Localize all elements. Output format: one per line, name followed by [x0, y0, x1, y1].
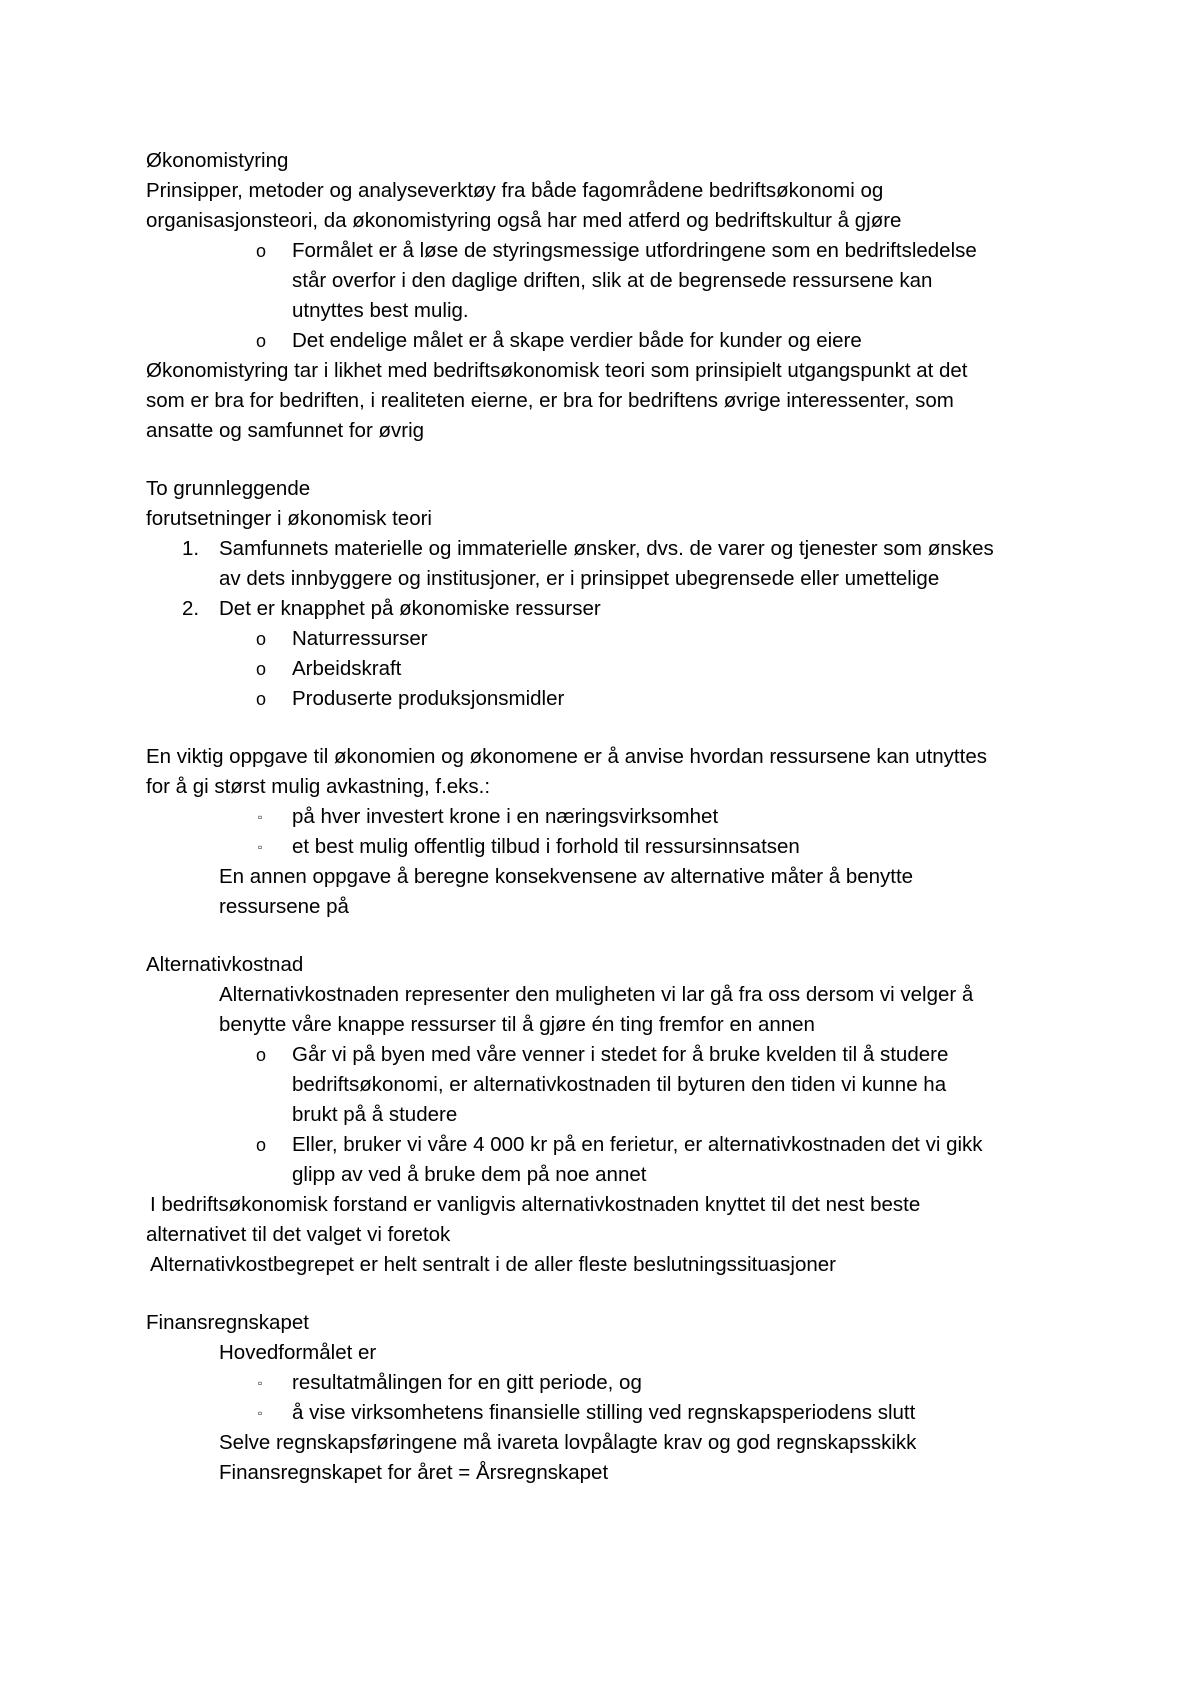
- bullet-marker: o: [256, 689, 267, 709]
- bullet-marker: o: [256, 629, 267, 649]
- section-title: forutsetninger i økonomisk teori: [146, 507, 432, 530]
- section-title: Økonomistyring: [146, 149, 289, 172]
- paragraph-line: for å gi størst mulig avkastning, f.eks.:: [146, 775, 491, 798]
- spacer: [146, 1280, 1076, 1308]
- numbered-item: [146, 594, 1076, 624]
- paragraph-line: benytte våre knappe ressurser til å gjøre én ting fremfor en annen: [219, 1013, 815, 1036]
- bullet-marker: o: [256, 241, 267, 261]
- numbered-line: Det er knapphet på økonomiske ressurser: [219, 597, 601, 620]
- paragraph-line: alternativet til det valget vi foretok: [146, 1223, 451, 1246]
- spacer: [146, 714, 1076, 742]
- bullet-marker: ▫: [258, 1406, 263, 1420]
- bullet-line: brukt på å studere: [292, 1103, 458, 1126]
- paragraph-line: En viktig oppgave til økonomien og økonomene er å anvise hvordan ressursene kan utnyttes: [146, 745, 987, 768]
- bullet-marker: ▫: [258, 810, 263, 824]
- bullet-marker: ▫: [258, 840, 263, 854]
- paragraph-line: Finansregnskapet for året = Årsregnskapet: [219, 1461, 609, 1484]
- bullet-item: [146, 1130, 1076, 1190]
- paragraph-line: Prinsipper, metoder og analyseverktøy fra både fagområdene bedriftsøkonomi og: [146, 179, 884, 202]
- bullet-item: [146, 832, 1076, 862]
- bullet-text: å vise virksomhetens finansielle stilling ved regnskapsperiodens slutt: [292, 1401, 916, 1424]
- bullet-line: bedriftsøkonomi, er alternativkostnaden til byturen den tiden vi kunne ha: [292, 1073, 947, 1096]
- bullet-marker: o: [256, 331, 267, 351]
- bullet-marker: o: [256, 1135, 267, 1155]
- section-title: To grunnleggende: [146, 477, 311, 500]
- paragraph-line: Hovedformålet er: [219, 1341, 377, 1364]
- numbered-line: Samfunnets materielle og immaterielle ønsker, dvs. de varer og tjenester som ønskes: [219, 537, 994, 560]
- bullet-text: på hver investert krone i en næringsvirksomhet: [292, 805, 719, 828]
- paragraph-line: som er bra for bedriften, i realiteten eierne, er bra for bedriftens øvrige interessenter, som: [146, 389, 954, 412]
- bullet-item: [146, 1398, 1076, 1428]
- bullet-marker: o: [256, 1045, 267, 1065]
- bullet-text: et best mulig offentlig tilbud i forhold til ressursinnsatsen: [292, 835, 800, 858]
- numbered-item: [146, 534, 1076, 594]
- bullet-marker: ▫: [258, 1376, 263, 1390]
- bullet-line: glipp av ved å bruke dem på noe annet: [292, 1163, 647, 1186]
- bullet-item: [146, 1368, 1076, 1398]
- document-body: [146, 146, 1076, 1488]
- bullet-marker: o: [256, 659, 267, 679]
- section-title: Finansregnskapet: [146, 1311, 309, 1334]
- bullet-item: [146, 236, 1076, 326]
- bullet-item: [146, 1040, 1076, 1130]
- paragraph-line: ansatte og samfunnet for øvrig: [146, 419, 425, 442]
- paragraph-line: Alternativkostnaden representer den muligheten vi lar gå fra oss dersom vi velger å: [219, 983, 974, 1006]
- paragraph-line: Økonomistyring tar i likhet med bedriftsøkonomisk teori som prinsipielt utgangspunkt at det: [146, 359, 968, 382]
- paragraph-line: Selve regnskapsføringene må ivareta lovpålagte krav og god regnskapsskikk: [219, 1431, 917, 1454]
- paragraph-line: organisasjonsteori, da økonomistyring også har med atferd og bedriftskultur å gjøre: [146, 209, 902, 232]
- sub-bullet-text: Produserte produksjonsmidler: [292, 687, 565, 710]
- paragraph-line: En annen oppgave å beregne konsekvensene av alternative måter å benytte: [219, 865, 914, 888]
- bullet-item: [146, 326, 1076, 356]
- number-marker: 1.: [182, 537, 200, 560]
- paragraph-line: Alternativkostbegrepet er helt sentralt i de aller fleste beslutningssituasjoner: [150, 1253, 836, 1276]
- numbered-line: av dets innbyggere og institusjoner, er i prinsippet ubegrensede eller umettelige: [219, 567, 940, 590]
- bullet-line: Eller, bruker vi våre 4 000 kr på en ferietur, er alternativkostnaden det vi gikk: [292, 1133, 983, 1156]
- number-marker: 2.: [182, 597, 200, 620]
- sub-bullet-text: Arbeidskraft: [292, 657, 402, 680]
- bullet-line: Formålet er å løse de styringsmessige utfordringene som en bedriftsledelse: [292, 239, 977, 262]
- bullet-text: resultatmålingen for en gitt periode, og: [292, 1371, 642, 1394]
- bullet-line: Det endelige målet er å skape verdier både for kunder og eiere: [292, 329, 862, 352]
- section-title: Alternativkostnad: [146, 953, 304, 976]
- sub-bullet-item: [146, 684, 1076, 714]
- spacer: [146, 922, 1076, 950]
- sub-bullet-text: Naturressurser: [292, 627, 428, 650]
- paragraph-line: I bedriftsøkonomisk forstand er vanligvis alternativkostnaden knyttet til det nest beste: [150, 1193, 921, 1216]
- sub-bullet-item: [146, 654, 1076, 684]
- bullet-line: utnyttes best mulig.: [292, 299, 469, 322]
- spacer: [146, 446, 1076, 474]
- bullet-item: [146, 802, 1076, 832]
- bullet-line: Går vi på byen med våre venner i stedet for å bruke kvelden til å studere: [292, 1043, 949, 1066]
- paragraph-line: ressursene på: [219, 895, 349, 918]
- sub-bullet-item: [146, 624, 1076, 654]
- bullet-line: står overfor i den daglige driften, slik at de begrensede ressursene kan: [292, 269, 933, 292]
